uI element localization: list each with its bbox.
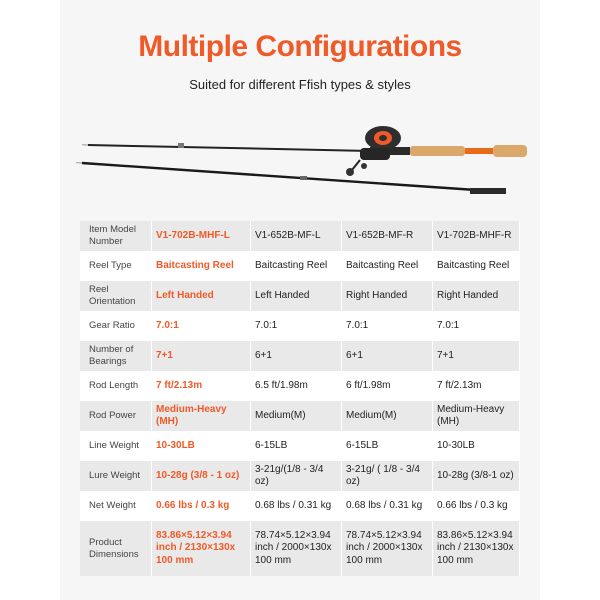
table-cell: V1-702B-MHF-L xyxy=(152,221,251,251)
table-cell: 6-15LB xyxy=(342,431,433,461)
table-cell: 78.74×5.12×3.94 inch / 2000×130x 100 mm xyxy=(251,521,342,576)
table-row xyxy=(80,341,520,371)
table-cell: 3-21g/ ( 1/8 - 3/4 oz) xyxy=(342,461,433,491)
rod-lower-blank xyxy=(82,163,505,192)
table-row xyxy=(80,401,520,431)
table-row xyxy=(80,251,520,281)
table-cell: 7+1 xyxy=(433,341,520,371)
table-cell: 6+1 xyxy=(342,341,433,371)
table-cell: 83.86×5.12×3.94 inch / 2130×130x 100 mm xyxy=(433,521,520,576)
table-cell: 7.0:1 xyxy=(342,311,433,341)
table-cell: 7.0:1 xyxy=(152,311,251,341)
table-row xyxy=(80,221,520,251)
rod-upper-blank xyxy=(88,145,370,151)
table-row xyxy=(80,371,520,401)
table-cell: 6.5 ft/1.98m xyxy=(251,371,342,401)
row-label: Product Dimensions xyxy=(80,521,152,576)
table-cell: 10-30LB xyxy=(433,431,520,461)
table-cell: Right Handed xyxy=(342,281,433,311)
rod-foregrip xyxy=(410,146,465,156)
table-cell: Medium-Heavy (MH) xyxy=(152,401,251,431)
row-label: Rod Length xyxy=(80,371,152,401)
rod-upper-guide xyxy=(178,143,184,148)
table-cell: 0.66 lbs / 0.3 kg xyxy=(152,491,251,521)
table-cell: Medium-Heavy (MH) xyxy=(433,401,520,431)
table-row xyxy=(80,311,520,341)
table-cell: Baitcasting Reel xyxy=(152,251,251,281)
table-cell: 10-30LB xyxy=(152,431,251,461)
row-label: Net Weight xyxy=(80,491,152,521)
table-cell: Left Handed xyxy=(251,281,342,311)
table-cell: Medium(M) xyxy=(251,401,342,431)
table-row xyxy=(80,491,520,521)
table-row xyxy=(80,521,520,576)
row-label: Number of Bearings xyxy=(80,341,152,371)
fishing-rod-icon xyxy=(60,110,540,210)
table-cell: 78.74×5.12×3.94 inch / 2000×130x 100 mm xyxy=(342,521,433,576)
table-cell: Left Handed xyxy=(152,281,251,311)
table-cell: 0.68 lbs / 0.31 kg xyxy=(251,491,342,521)
table-row xyxy=(80,281,520,311)
row-label: Rod Power xyxy=(80,401,152,431)
page-title: Multiple Configurations xyxy=(138,30,462,63)
table-cell: 7+1 xyxy=(152,341,251,371)
product-image xyxy=(60,110,540,210)
table-cell: 6-15LB xyxy=(251,431,342,461)
table-cell: V1-652B-MF-R xyxy=(342,221,433,251)
row-label: Item Model Number xyxy=(80,221,152,251)
table-cell: V1-652B-MF-L xyxy=(251,221,342,251)
row-label: Line Weight xyxy=(80,431,152,461)
table-cell: Baitcasting Reel xyxy=(342,251,433,281)
spec-table xyxy=(80,221,520,576)
table-cell: 3-21g/(1/8 - 3/4 oz) xyxy=(251,461,342,491)
table-row xyxy=(80,431,520,461)
table-cell: Baitcasting Reel xyxy=(251,251,342,281)
rod-butt-ferrule xyxy=(470,188,506,194)
table-cell: V1-702B-MHF-R xyxy=(433,221,520,251)
table-cell: 0.66 lbs / 0.3 kg xyxy=(433,491,520,521)
row-label: Lure Weight xyxy=(80,461,152,491)
table-cell: 7 ft/2.13m xyxy=(152,371,251,401)
rod-trigger-section xyxy=(465,148,493,154)
table-cell: 7.0:1 xyxy=(433,311,520,341)
table-cell: 6+1 xyxy=(251,341,342,371)
table-cell: Baitcasting Reel xyxy=(433,251,520,281)
table-row xyxy=(80,461,520,491)
table-cell: 7.0:1 xyxy=(251,311,342,341)
page-subtitle: Suited for different Ffish types & styles xyxy=(189,77,411,92)
table-cell: 10-28g (3/8-1 oz) xyxy=(433,461,520,491)
rod-lower-guide xyxy=(300,176,307,180)
rod-rear-grip xyxy=(493,145,527,157)
table-cell: 10-28g (3/8 - 1 oz) xyxy=(152,461,251,491)
row-label: Reel Type xyxy=(80,251,152,281)
table-cell: Right Handed xyxy=(433,281,520,311)
table-cell: Medium(M) xyxy=(342,401,433,431)
table-cell: 7 ft/2.13m xyxy=(433,371,520,401)
table-cell: 83.86×5.12×3.94 inch / 2130×130x 100 mm xyxy=(152,521,251,576)
row-label: Reel Orientation xyxy=(80,281,152,311)
table-cell: 6 ft/1.98m xyxy=(342,371,433,401)
row-label: Gear Ratio xyxy=(80,311,152,341)
table-cell: 0.68 lbs / 0.31 kg xyxy=(342,491,433,521)
